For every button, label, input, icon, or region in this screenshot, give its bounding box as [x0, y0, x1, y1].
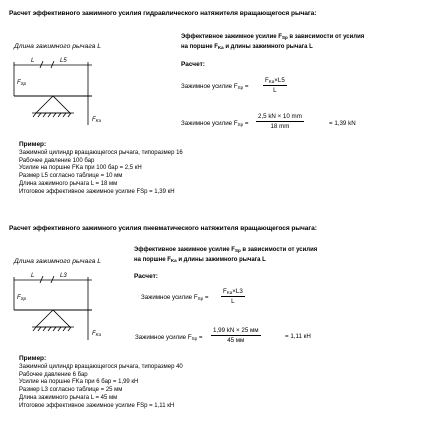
hydraulic-fsp-sub: Sp [20, 81, 27, 86]
pneumatic-dimension-tick [40, 276, 43, 283]
hydraulic-desc2-end: и длины зажимного рычага L [223, 43, 313, 50]
hydraulic-example-line: Зажимной цилиндр вращающегося рычага, типоразмер 16 [19, 150, 183, 156]
pneumatic-fsp-text: F [17, 295, 21, 301]
pneumatic-example-result: = 1,11 кН [285, 333, 311, 340]
pneumatic-desc2-text: на поршне F [134, 256, 171, 263]
pneumatic-example-line: Зажимной цилиндр вращающегося рычага, типоразмер 40 [19, 364, 183, 370]
pneumatic-example-formula-text: Зажимное усилие F [135, 334, 192, 341]
pneumatic-pivot-triangle [36, 310, 70, 327]
hydraulic-example-line: Усилие на поршне FKa при 100 бар = 2,5 кН [19, 165, 142, 172]
hydraulic-example-formula-eq: = [243, 120, 249, 127]
pneumatic-section-title: Расчет эффективного зажимного усилия пневматического натяжителя вращающегося рычага: [9, 225, 317, 232]
hydraulic-formula-sub: Sp [237, 85, 244, 90]
pneumatic-example-formula-eq: = [197, 334, 203, 341]
pneumatic-example-line: Рабочее давление 6 бар [19, 371, 88, 378]
pneumatic-desc-text: Эффективное зажимное усилие F [134, 247, 235, 253]
pneumatic-dim-l: L [31, 273, 35, 279]
hydraulic-lever-length-label: Длина зажимного рычага L [14, 43, 102, 50]
hydraulic-formula-num-sub: Ka [268, 79, 275, 84]
hydraulic-dimension-tick [51, 61, 54, 68]
pneumatic-formula-den: L [231, 298, 235, 305]
pneumatic-desc-end: в зависимости от усилия [240, 247, 318, 253]
pneumatic-example-line: Усилие на поршне FKa при 6 бар = 1,99 кН [19, 379, 139, 386]
hydraulic-example-line: Размер L5 согласно таблице = 10 мм [19, 173, 123, 180]
pneumatic-example-line: Итоговое эффективное зажимное усилие FSp = 1,11 кН [19, 402, 175, 409]
hydraulic-example-formula-sub: Sp [237, 122, 244, 127]
pneumatic-formula-num-sub: Ka [226, 290, 233, 295]
hydraulic-calc-label: Расчет: [181, 61, 205, 68]
hydraulic-example-line: Итоговое эффективное зажимное усилие FSp = 1,39 кН [19, 188, 175, 195]
pneumatic-example-label: Пример: [19, 355, 47, 362]
pneumatic-dim-l3: L3 [60, 273, 67, 279]
pneumatic-example-formula-sub: Sp [191, 336, 198, 341]
pneumatic-lever-length-label: Длина зажимного рычага L [14, 258, 102, 265]
pneumatic-dimension-tick [51, 276, 54, 283]
hydraulic-pivot-triangle [36, 96, 70, 113]
pneumatic-desc2-sub: Ka [170, 257, 177, 263]
hydraulic-dim-l5: L5 [60, 58, 67, 64]
pneumatic-example-num: 1,99 kN × 25 мм [213, 327, 259, 334]
pneumatic-example-den: 45 мм [227, 337, 245, 344]
hydraulic-example-line: Длина зажимного рычага L = 18 мм [19, 180, 118, 187]
hydraulic-formula-num-rest: ×L5 [274, 77, 285, 84]
hydraulic-desc2-sub: Ka [217, 44, 224, 50]
pneumatic-desc-sub: Sp [234, 248, 241, 253]
hydraulic-example-line: Рабочее давление 100 бар [19, 157, 95, 164]
hydraulic-example-label: Пример: [19, 141, 47, 148]
hydraulic-example-num: 2,5 kN × 10 mm [258, 113, 302, 120]
hydraulic-fka-sub: Ka [95, 118, 102, 123]
hydraulic-dim-l: L [31, 58, 35, 64]
hydraulic-desc2-text: на поршне F [181, 43, 218, 50]
pneumatic-formula-text: Зажимное усилие F [141, 294, 198, 301]
pneumatic-desc2-end: и длины зажимного рычага L [176, 256, 266, 263]
hydraulic-example-den: 18 mm [270, 123, 290, 130]
hydraulic-formula-eq: = [243, 83, 249, 90]
hydraulic-desc-end: в зависимости от усилия [287, 34, 365, 40]
pneumatic-formula-num-rest: ×L3 [232, 288, 243, 295]
pneumatic-fsp-sub: Sp [20, 296, 27, 301]
hydraulic-ground-hatch [33, 113, 71, 117]
hydraulic-desc-text: Эффективное зажимное усилие F [181, 34, 282, 40]
hydraulic-fsp-text: F [17, 80, 21, 86]
hydraulic-fka-text: F [92, 117, 96, 123]
pneumatic-fka-sub: Ka [95, 332, 102, 337]
pneumatic-example-line: Длина зажимного рычага L = 45 мм [19, 394, 118, 401]
hydraulic-formula-num: F [265, 77, 269, 84]
pneumatic-example-line: Размер L3 согласно таблице = 25 мм [19, 387, 123, 394]
hydraulic-formula-text: Зажимное усилие F [181, 83, 238, 90]
pneumatic-formula-num: F [223, 288, 227, 295]
pneumatic-ground-hatch [33, 327, 71, 331]
hydraulic-example-formula-text: Зажимное усилие F [181, 120, 238, 127]
pneumatic-formula-eq: = [203, 294, 209, 301]
hydraulic-dimension-tick [40, 61, 43, 68]
hydraulic-desc-sub: Sp [281, 35, 288, 40]
pneumatic-fka-text: F [92, 331, 96, 337]
hydraulic-example-result: = 1,39 kN [329, 120, 356, 127]
pneumatic-formula-sub: Sp [197, 296, 204, 301]
hydraulic-formula-den: L [273, 87, 277, 94]
hydraulic-section-title: Расчет эффективного зажимного усилия гидравлического натяжителя вращающегося рычага: [9, 10, 317, 17]
pneumatic-calc-label: Расчет: [134, 273, 158, 280]
